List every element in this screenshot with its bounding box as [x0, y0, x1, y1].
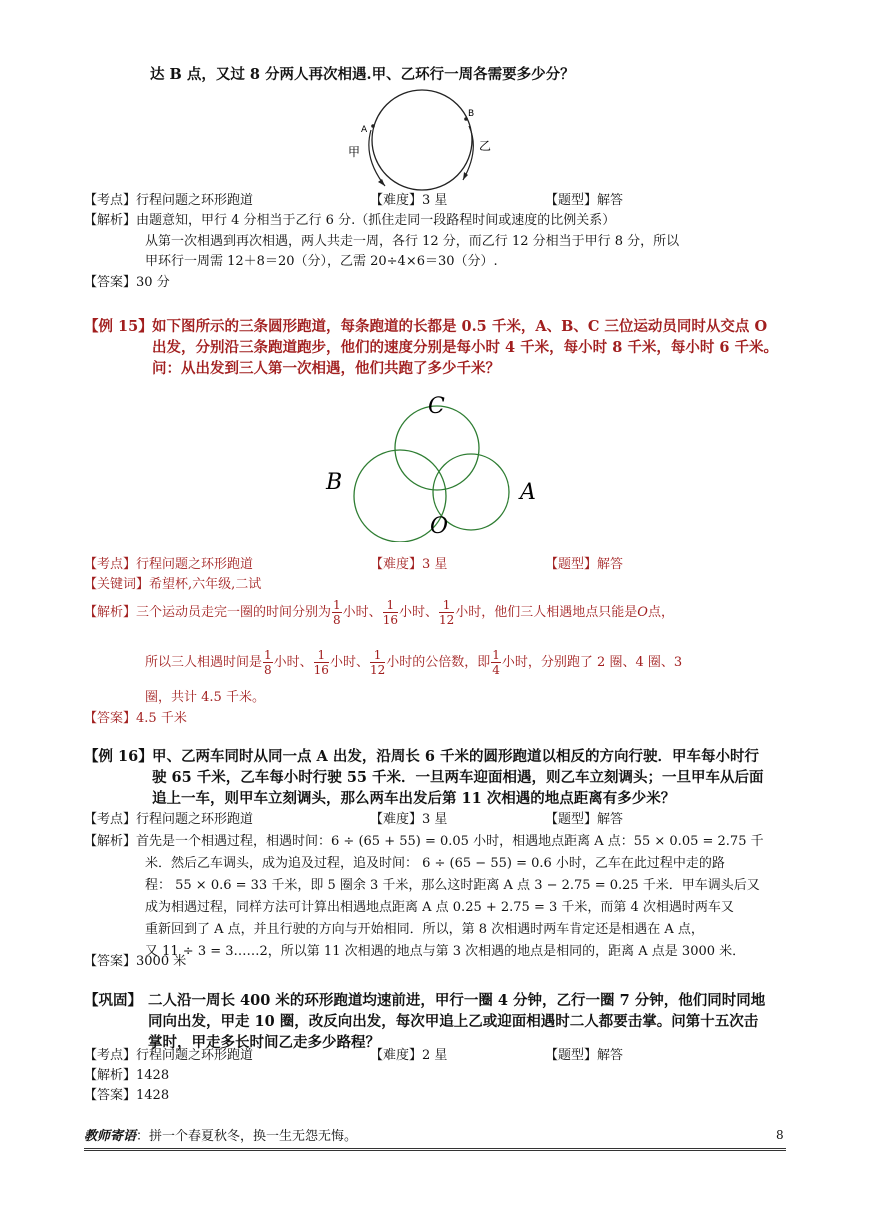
label-a: A — [520, 480, 536, 505]
gonggu-kaodian: 【考点】行程问题之环形跑道 — [84, 1048, 254, 1063]
p14-nandu: 【难度】3 星 — [370, 193, 448, 208]
ex15-keyword: 【关键词】希望杯,六年级,二试 — [84, 577, 262, 592]
circular-track-figure — [345, 88, 505, 198]
ex16-jiexi-line6: 又 11 ÷ 3 = 3……2，所以第 11 次相遇的地点与第 3 次相遇的地点是相同的，距离 A 点是 3000 米． — [145, 944, 746, 959]
gonggu-jiexi: 【解析】1428 — [84, 1068, 170, 1083]
yi-label: 乙 — [479, 139, 492, 153]
gonggu-q-line1: 二人沿一周长 400 米的环形跑道均速前进，甲行一圈 4 分钟，乙行一圈 7 分钟，他们同时同地 — [148, 992, 766, 1009]
kaodian-tag: 【考点】 — [84, 193, 137, 208]
point-b-label: B — [468, 109, 475, 119]
gonggu-answer: 【答案】1428 — [84, 1088, 170, 1103]
ex16-jiexi-line2: 米．然后乙车调头，成为追及过程，追及时间： 6 ÷ (65 − 55) = 0.6 小时，乙车在此过程中走的路 — [145, 856, 725, 871]
footer-text: 拼一个春夏秋冬，换一生无怨无悔。 — [149, 1129, 358, 1144]
p14-tixing: 【题型】解答 — [545, 193, 624, 208]
ex16-nandu: 【难度】3 星 — [370, 812, 448, 827]
ex16-jiexi-line4: 成为相遇过程，同样方法可计算出相遇地点距离 A 点 0.25 + 2.75 = 3 千米，而第 4 次相遇时两车又 — [145, 900, 734, 915]
jia-arrow — [369, 130, 385, 186]
label-b: B — [326, 470, 343, 495]
yi-arrowhead — [463, 172, 468, 180]
ex16-q-line3: 追上一车，则甲车立刻调头，那么两车出发后第 11 次相遇的地点距离有多少米？ — [152, 790, 676, 807]
ex16-jiexi-line5: 重新回到了 A 点，并且行驶的方向与开始相同．所以，第 8 次相遇时两车肯定还是相遇在 A 点， — [145, 922, 704, 937]
frac-1-12: $\frac{1}{12}$ — [438, 598, 455, 627]
ex15-jiexi-line2: 所以三人相遇时间是 $\frac{1}{8}$ 小时、 $\frac{1}{16}$ 小时、 $\frac{1}{12}$ 小时的公倍数，即 $\frac{1}{4}$ 小时，分别跑了 2 圈、4 圈、3 — [145, 648, 683, 677]
ex15-tixing: 【题型】解答 — [545, 557, 624, 572]
page-number: 8 — [776, 1128, 784, 1142]
jia-label: 甲 — [348, 145, 361, 159]
point-a-label: A — [361, 125, 368, 135]
jia-arrowhead — [378, 179, 385, 186]
kaodian-value: 行程问题之环形跑道 — [136, 193, 254, 208]
ex15-tag: 【例 15】 — [84, 318, 153, 335]
ex15-q-line1: 如下图所示的三条圆形跑道，每条跑道的长都是 0.5 千米，A、B、C 三位运动员同时从交点 O — [152, 318, 768, 335]
gonggu-nandu: 【难度】2 星 — [370, 1048, 448, 1063]
ex15-nandu: 【难度】3 星 — [370, 557, 448, 572]
three-circles-figure — [320, 392, 550, 542]
ex15-q-line2: 出发，分别沿三条跑道跑步，他们的速度分别是每小时 4 千米，每小时 8 千米，每小时 6 千米。 — [152, 339, 779, 356]
frac-1-8: $\frac{1}{8}$ — [333, 598, 341, 627]
footer-motto: 教师寄语：拼一个春夏秋冬，换一生无怨无悔。 — [84, 1129, 358, 1144]
frac-1-16: $\frac{1}{16}$ — [382, 598, 398, 627]
ex16-tag: 【例 16】 — [84, 748, 153, 765]
gonggu-q-line2: 同向出发，甲走 10 圈，改反向出发，每次甲追上乙或迎面相遇时二人都要击掌。问第十五次击 — [148, 1013, 759, 1030]
gonggu-tixing: 【题型】解答 — [545, 1048, 624, 1063]
ex16-tixing: 【题型】解答 — [545, 812, 624, 827]
label-o: O — [430, 514, 449, 539]
ex16-kaodian: 【考点】行程问题之环形跑道 — [84, 812, 254, 827]
ex16-q-line2: 驶 65 千米，乙车每小时行驶 55 千米．一旦两车迎面相遇，则乙车立刻调头；一旦甲车从后面 — [152, 769, 764, 786]
label-c: C — [428, 394, 445, 419]
ex15-jiexi-line3: 圈，共计 4.5 千米。 — [145, 690, 265, 705]
p14-jiexi-line2: 从第一次相遇到再次相遇，两人共走一周，各行 12 分，而乙行 12 分相当于甲行 8 分，所以 — [145, 234, 680, 249]
ex16-answer: 【答案】3000 米 — [84, 954, 187, 969]
p14-answer: 【答案】30 分 — [84, 275, 170, 290]
ex15-answer: 【答案】4.5 千米 — [84, 711, 187, 726]
p14-jiexi-line3: 甲环行一周需 12＋8＝20（分），乙需 20÷4×6＝30（分）. — [145, 254, 498, 269]
yi-arrow — [463, 126, 473, 180]
footer-divider — [84, 1148, 786, 1151]
ex16-jiexi-line3: 程： 55 × 0.6 = 33 千米，即 5 圈余 3 千米，那么这时距离 A 点 3 − 2.75 = 0.25 千米．甲车调头后又 — [145, 878, 760, 893]
ex15-kaodian: 【考点】行程问题之环形跑道 — [84, 557, 254, 572]
ex15-jiexi-line1: 【解析】三个运动员走完一圈的时间分别为 $\frac{1}{8}$ 小时、 $\frac{1}{16}$ 小时、 $\frac{1}{12}$ 小时，他们三人相遇地点只能是O点， — [84, 598, 674, 627]
ex16-q-line1: 甲、乙两车同时从同一点 A 出发，沿周长 6 千米的圆形跑道以相反的方向行驶．甲车每小时行 — [152, 748, 760, 765]
p14-info-row — [84, 191, 253, 211]
track-circle — [372, 90, 475, 190]
gonggu-q-line3: 掌时，甲走多长时间乙走多少路程？ — [148, 1034, 380, 1051]
p14-jiexi-line1: 【解析】由题意知，甲行 4 分相当于乙行 6 分.（抓住走同一段路程时间或速度的比例关系） — [84, 213, 616, 228]
point-a-dot — [371, 124, 375, 128]
ex15-q-line3: 问：从出发到三人第一次相遇，他们共跑了多少千米？ — [152, 360, 500, 377]
footer-label: 教师寄语 — [84, 1129, 137, 1144]
gonggu-tag: 【巩固】 — [84, 992, 142, 1009]
ex16-jiexi-line1: 【解析】首先是一个相遇过程，相遇时间：6 ÷ (65 + 55) = 0.05 小时，相遇地点距离 A 点：55 × 0.05 = 2.75 千 — [84, 834, 764, 849]
question-continuation: 达 B 点，又过 8 分两人再次相遇.甲、乙环行一周各需要多少分？ — [150, 66, 575, 83]
